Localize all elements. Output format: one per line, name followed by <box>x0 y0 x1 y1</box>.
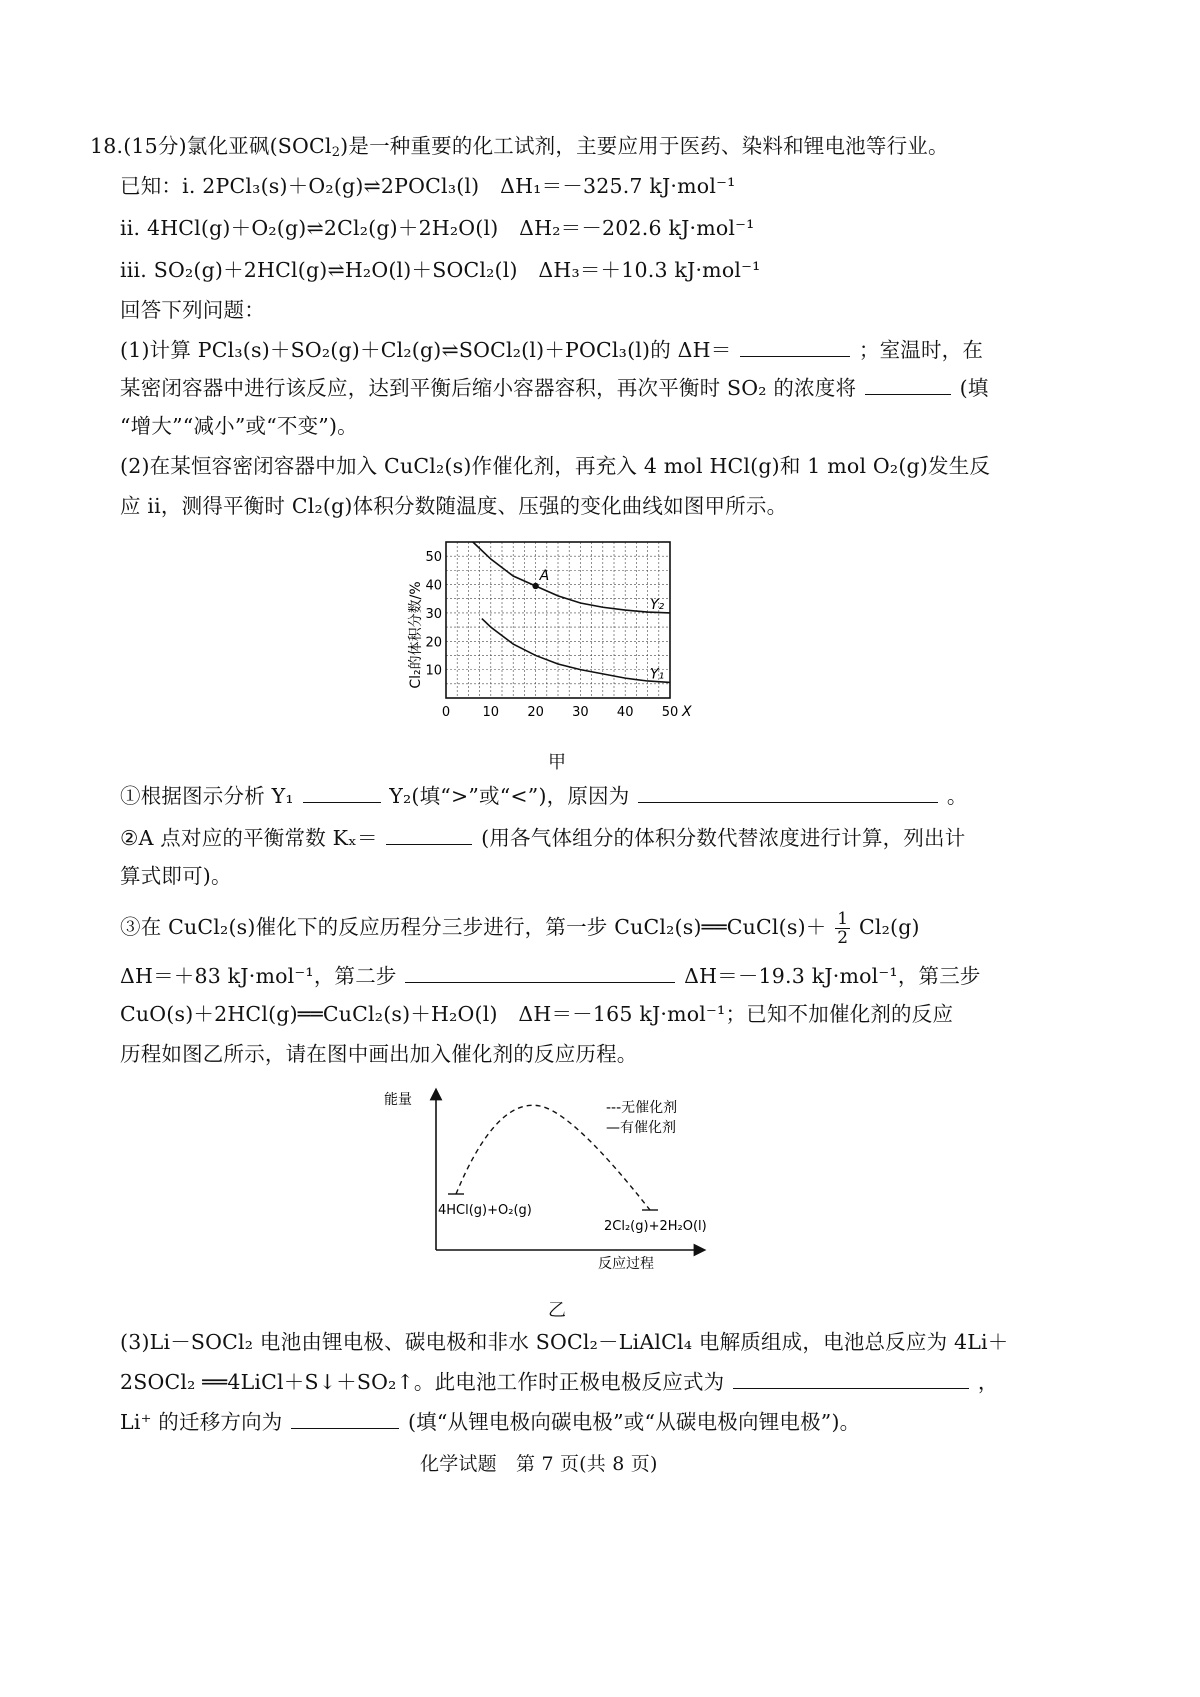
part1-line2: 某密闭容器中进行该反应，达到平衡后缩小容器容积，再次平衡时 SO₂ 的浓度将 (填 <box>120 376 989 400</box>
series-line <box>482 619 670 683</box>
series-label: Y₁ <box>650 666 665 683</box>
known-eq3: iii. SO₂(g)＋2HCl(g)⇌H₂O(l)＋SOCl₂(l) ΔH₃＝＋10.3 kJ·mol⁻¹ <box>120 258 761 282</box>
answer-blank[interactable] <box>291 1408 399 1429</box>
answer-blank[interactable] <box>386 824 472 845</box>
answer-blank[interactable] <box>733 1368 969 1389</box>
part2-line2: 应 ii，测得平衡时 Cl₂(g)体积分数随温度、压强的变化曲线如图甲所示。 <box>120 494 788 518</box>
y-tick-label: 10 <box>425 663 442 679</box>
part3-line2: 2SOCl₂ ══4LiCl＋S↓＋SO₂↑。此电池工作时正极电极反应式为 ， <box>120 1370 999 1394</box>
chart-ticks <box>425 550 692 720</box>
x-axis-label: X <box>682 704 692 720</box>
sub3-line3: CuO(s)＋2HCl(g)══CuCl₂(s)＋H₂O(l) ΔH＝－165 kJ·mol⁻¹；已知不加催化剂的反应 <box>120 1002 954 1026</box>
energy-axis-label: 能量 <box>384 1092 412 1108</box>
answer-blank[interactable] <box>740 336 850 357</box>
product-label: 2Cl₂(g)+2H₂O(l) <box>604 1219 707 1234</box>
known-eq2: ii. 4HCl(g)＋O₂(g)⇌2Cl₂(g)＋2H₂O(l) ΔH₂＝－202.6 kJ·mol⁻¹ <box>120 216 755 240</box>
series-line <box>473 542 670 613</box>
progress-axis-label: 反应过程 <box>598 1256 654 1272</box>
question-header: 18.(15分)氯化亚砜(SOCl$_2$)是一种重要的化工试剂，主要应用于医药、染料和锂电池等行业。 <box>90 134 949 160</box>
sub2: ②A 点对应的平衡常数 Kₓ＝ (用各气体组分的体积分数代替浓度进行计算，列出计 <box>120 826 966 850</box>
part1-line1: (1)计算 PCl₃(s)＋SO₂(g)＋Cl₂(g)⇌SOCl₂(l)＋POCl₃(l)的 ΔH＝ ；室温时，在 <box>120 338 984 362</box>
x-tick-label: 0 <box>441 705 451 720</box>
sub3-line2: ΔH＝＋83 kJ·mol⁻¹，第二步 ΔH＝－19.3 kJ·mol⁻¹，第三步 <box>120 964 981 988</box>
chart-jia <box>398 530 758 730</box>
x-tick-label: 10 <box>482 705 500 720</box>
x-tick-label: 30 <box>572 705 589 720</box>
answer-blank[interactable] <box>865 374 951 395</box>
x-tick-label: 50 <box>661 705 679 720</box>
point-a-label: A <box>539 567 550 584</box>
part2-line1: (2)在某恒容密闭容器中加入 CuCl₂(s)作催化剂，再充入 4 mol HCl(g)和 1 mol O₂(g)发生反 <box>120 454 991 478</box>
figure-caption-yi: 乙 <box>548 1300 566 1321</box>
y-tick-label: 30 <box>425 606 442 622</box>
answer-blank[interactable] <box>405 962 675 983</box>
y-tick-label: 20 <box>425 635 442 651</box>
figure-caption-jia: 甲 <box>548 752 566 773</box>
reactant-label: 4HCl(g)+O₂(g) <box>438 1203 532 1218</box>
sub3-line4: 历程如图乙所示，请在图中画出加入催化剂的反应历程。 <box>120 1042 638 1066</box>
sub3-line1: ③在 CuCl₂(s)催化下的反应历程分三步进行，第一步 CuCl₂(s)══CuCl(s)＋ $\frac{1}{2}$ Cl₂(g) <box>120 909 920 948</box>
chart-grid <box>446 542 670 698</box>
answer-blank[interactable] <box>303 782 381 803</box>
x-tick-label: 20 <box>527 705 544 720</box>
sub2-cont: 算式即可)。 <box>120 864 232 888</box>
y-tick-label: 50 <box>425 550 442 566</box>
x-tick-label: 40 <box>616 705 634 720</box>
part1-line3: “增大”“减小”或“不变”)。 <box>120 414 358 438</box>
chart-ylabel: Cl₂的体积分数/% <box>408 581 424 689</box>
chart-series <box>473 542 670 682</box>
legend-catalyzed: —有催化剂 <box>606 1120 676 1136</box>
y-tick-label: 40 <box>425 578 442 594</box>
answer-blank[interactable] <box>638 782 938 803</box>
series-label: Y₂ <box>650 596 665 613</box>
legend-uncatalyzed: ---无催化剂 <box>606 1100 678 1116</box>
fraction-half: $\frac{1}{2}$ <box>837 909 849 948</box>
answer-prompt: 回答下列问题： <box>120 298 265 322</box>
page-footer: 化学试题 第 7 页(共 8 页) <box>420 1453 658 1475</box>
known-eq1: 已知：i. 2PCl₃(s)＋O₂(g)⇌2POCl₃(l) ΔH₁＝－325.7 kJ·mol⁻¹ <box>120 174 736 198</box>
part3-line3: Li⁺ 的迁移方向为 (填“从锂电极向碳电极”或“从碳电极向锂电极”)。 <box>120 1410 861 1434</box>
chart-yi <box>380 1082 740 1272</box>
sub1: ①根据图示分析 Y₁ Y₂(填“>”或“<”)，原因为 。 <box>120 784 968 808</box>
part3-line1: (3)Li－SOCl₂ 电池由锂电极、碳电极和非水 SOCl₂－LiAlCl₄ 电解质组成，电池总反应为 4Li＋ <box>120 1330 1009 1354</box>
point-a-marker <box>532 583 538 589</box>
